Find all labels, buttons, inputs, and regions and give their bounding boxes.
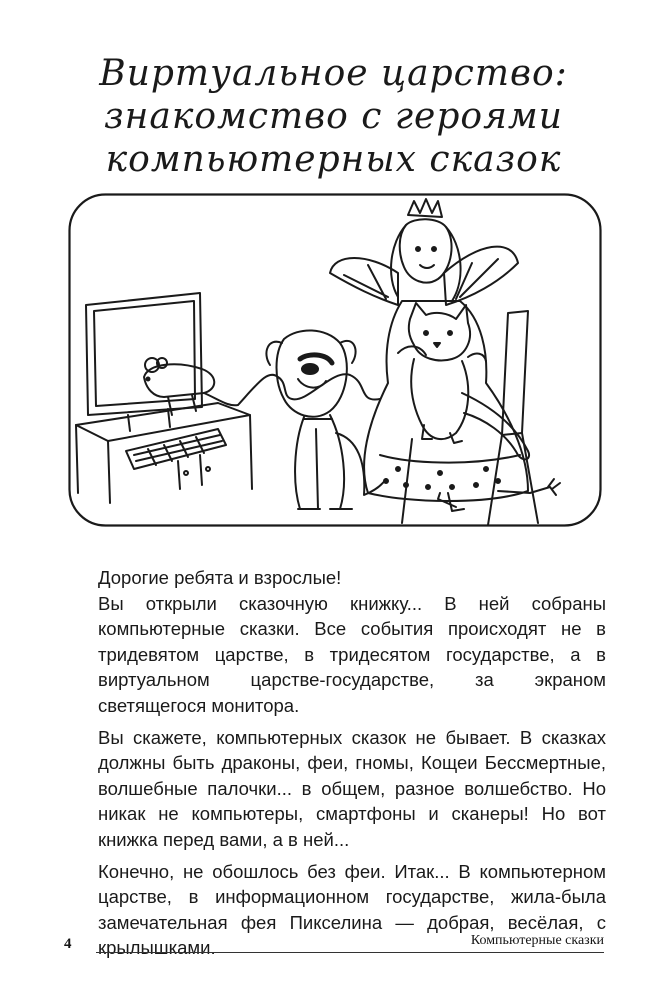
- title-line-2: знакомство с героями: [104, 96, 563, 137]
- monitor-drawing: [86, 293, 202, 431]
- footer-rule: [96, 952, 604, 953]
- paragraph-1: Вы открыли сказочную книжку... В ней собраны компьютерные сказки. Все события происходят не в тридевятом царстве, в тридесятом государстве, а в виртуальном царстве-государстве, за экраном светящегося монитора.: [98, 592, 606, 716]
- page-title: [60, 52, 607, 181]
- title-line-3: компьютерных сказок: [105, 139, 562, 180]
- paragraph-2: Вы скажете, компьютерных сказок не бывает. В сказках должны быть драконы, феи, гномы, Кощеи Бессмертные, волшебные палочки... в общем, разное волшебство. Но никак не компьютеры, смартфоны и сканеры! Но вот книжка перед вами, а в ней...: [98, 726, 606, 850]
- paragraph-3: Конечно, не обошлось без феи. Итак... В компьютерном царстве, в информационном государстве, жила-была замечательная фея Пикселина — добрая, весёлая, с крылышками.: [98, 860, 606, 959]
- paragraph-greeting: Дорогие ребята и взрослые!: [98, 567, 342, 588]
- running-title: Компьютерные сказки: [465, 933, 604, 949]
- dog-drawing: [266, 330, 386, 509]
- cord-drawing: [238, 374, 380, 405]
- page-number: 4: [64, 936, 72, 952]
- cat-drawing: [398, 303, 529, 459]
- frame-border: [70, 195, 601, 526]
- illustration-frame: [68, 193, 602, 527]
- title-line-1: Виртуальное царство:: [99, 53, 568, 94]
- desk-drawing: [76, 403, 252, 503]
- body-text: [98, 565, 606, 961]
